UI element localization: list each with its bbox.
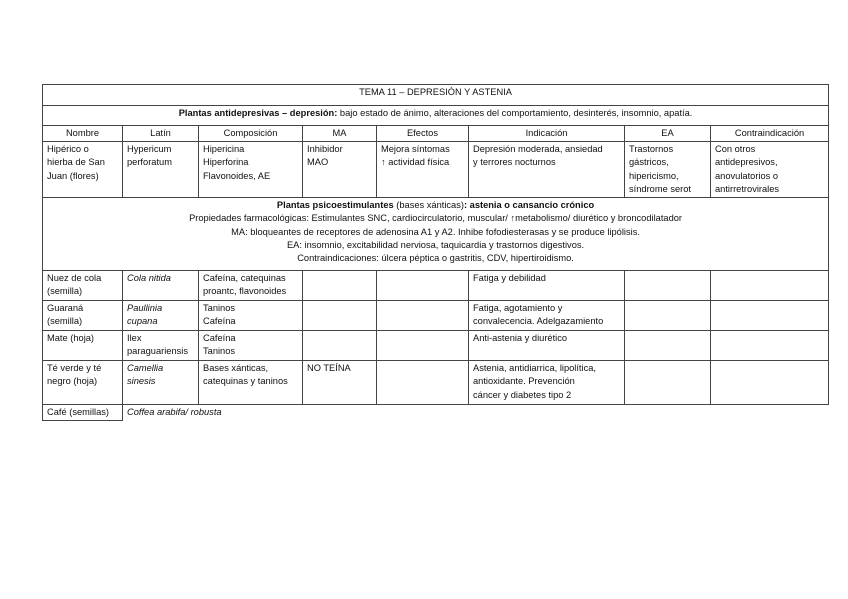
propiedades-line: Propiedades farmacológicas: Estimulantes SNC, cardiocirculatorio, muscular/ ↑metabolismo/ diurético y broncodilatador <box>189 213 683 224</box>
cell-efectos <box>377 142 469 198</box>
cell-line: cupana <box>127 316 158 327</box>
cell-line: Cafeína, catequinas <box>203 273 286 284</box>
cell-line: gástricos, <box>629 157 669 168</box>
cell-ma <box>303 142 377 198</box>
cell-line: Fatiga y debilidad <box>473 273 546 284</box>
table-row-nuez-de-cola <box>43 271 829 301</box>
cell-line: hierba de San <box>47 157 105 168</box>
cell-line: antioxidante. Prevención <box>473 376 575 387</box>
cell-line: (semilla) <box>47 286 83 297</box>
cell-nombre <box>43 301 123 331</box>
cell-line: Con otros <box>715 144 756 155</box>
header-ma: MA <box>303 126 377 142</box>
header-composicion: Composición <box>199 126 303 142</box>
cell-line: cáncer y diabetes tipo 2 <box>473 389 572 400</box>
cell-composicion <box>199 361 303 405</box>
cell-line: Hiperforina <box>203 157 249 168</box>
cell-nombre <box>43 405 123 421</box>
cell-line: Mejora síntomas <box>381 144 450 155</box>
cell-ea <box>625 361 711 405</box>
cell-line: Fatiga, agotamiento y <box>473 303 563 314</box>
cell-line: perforatum <box>127 157 172 168</box>
cell-ea <box>625 271 711 301</box>
header-indicacion: Indicación <box>469 126 625 142</box>
cell-line: Ilex <box>127 333 142 344</box>
cell-indicacion <box>469 142 625 198</box>
section-antidepresivas <box>43 106 829 126</box>
cell-line: catequinas y taninos <box>203 376 288 387</box>
cell-latin <box>123 301 199 331</box>
cell-line: Taninos <box>203 303 236 314</box>
section-psicoestimulantes-title <box>47 199 824 212</box>
cell-line: Taninos <box>203 346 236 357</box>
cell-line: Hipericina <box>203 144 245 155</box>
cell-line: proantc, flavonoides <box>203 286 287 297</box>
cell-line: MAO <box>307 157 329 168</box>
cell-ma <box>303 301 377 331</box>
cell-latin <box>123 271 199 301</box>
header-latin: Latín <box>123 126 199 142</box>
cell-line: Mate (hoja) <box>47 333 95 344</box>
cell-efectos <box>377 271 469 301</box>
cell-line: Inhibidor <box>307 144 343 155</box>
cell-indicacion <box>469 271 625 301</box>
header-row <box>43 126 829 142</box>
cell-efectos <box>377 331 469 361</box>
section-antidepresivas-bold: Plantas antidepresivas – depresión: <box>178 108 338 118</box>
cell-composicion <box>199 142 303 198</box>
table-row-mate <box>43 331 829 361</box>
cell-contraindicacion <box>711 331 829 361</box>
title-normal-part: (bases xánticas) <box>393 200 464 211</box>
cell-contraindicacion <box>711 361 829 405</box>
cell-line: Astenia, antidiarrica, lipolítica, <box>473 363 596 374</box>
section-psicoestimulantes <box>43 198 829 271</box>
cell-latin <box>123 331 199 361</box>
ea-line: EA: insomnio, excitabilidad nerviosa, taquicardia y trastornos digestivos. <box>286 239 585 250</box>
cell-line: antirretrovirales <box>715 183 780 194</box>
title-row <box>43 85 829 106</box>
cell-line: hipericismo, <box>629 170 679 181</box>
section-antidepresivas-text: bajo estado de ánimo, alteraciones del comportamiento, desinterés, insomnio, apatía. <box>337 108 693 118</box>
cell-line: ↑ actividad física <box>381 157 450 168</box>
cell-line: Anti-astenia y diurético <box>473 333 568 344</box>
title-bold-part-2: : astenia o cansancio crónico <box>463 200 595 211</box>
header-efectos: Efectos <box>377 126 469 142</box>
cell-line: Camellia <box>127 363 164 374</box>
cell-line: Bases xánticas, <box>203 363 269 374</box>
plants-table <box>42 84 829 421</box>
cell-indicacion <box>469 331 625 361</box>
cell-composicion <box>199 331 303 361</box>
cell-line: Flavonoides, AE <box>203 170 271 181</box>
cell-ea <box>625 142 711 198</box>
cell-nombre <box>43 331 123 361</box>
cell-line: Cafeína <box>203 333 236 344</box>
section-antidepresivas-row <box>43 106 829 126</box>
header-ea: EA <box>625 126 711 142</box>
cell-latin <box>123 142 199 198</box>
cell-latin <box>123 405 829 421</box>
cell-indicacion <box>469 361 625 405</box>
cell-line: síndrome serot <box>629 183 692 194</box>
cell-contraindicacion <box>711 142 829 198</box>
title-bold-part: Plantas psicoestimulantes <box>276 200 394 211</box>
cell-line: Coffea arabifa/ robusta <box>127 407 222 418</box>
cell-line: Cafeína <box>203 316 236 327</box>
cell-line: anovulatorios o <box>715 170 779 181</box>
table-row-guarana <box>43 301 829 331</box>
table-row-cafe <box>43 405 829 421</box>
cell-nombre <box>43 142 123 198</box>
cell-line: (semilla) <box>47 316 83 327</box>
section-psicoestimulantes-row <box>43 198 829 271</box>
cell-line: Nuez de cola <box>47 273 102 284</box>
table-row-hiperico <box>43 142 829 198</box>
ma-line: MA: bloqueantes de receptores de adenosina A1 y A2. Inhibe fofodiesterasas y se produce lipólisis. <box>231 226 640 237</box>
cell-line: negro (hoja) <box>47 376 98 387</box>
cell-line: Paullinia <box>127 303 163 314</box>
cell-line: Hipérico o <box>47 144 89 155</box>
cell-line: Guaraná <box>47 303 84 314</box>
cell-ma <box>303 271 377 301</box>
table-row-te <box>43 361 829 405</box>
cell-ma <box>303 331 377 361</box>
cell-line: Cola nitida <box>127 273 171 284</box>
cell-latin <box>123 361 199 405</box>
cell-efectos <box>377 301 469 331</box>
cell-ea <box>625 331 711 361</box>
cell-contraindicacion <box>711 271 829 301</box>
cell-line: Té verde y té <box>47 363 102 374</box>
cell-line: Café (semillas) <box>47 407 109 418</box>
cell-line: Juan (flores) <box>47 170 99 181</box>
cell-line: Depresión moderada, ansiedad <box>473 144 603 155</box>
cell-contraindicacion <box>711 301 829 331</box>
cell-indicacion <box>469 301 625 331</box>
cell-composicion <box>199 271 303 301</box>
cell-efectos <box>377 361 469 405</box>
cell-composicion <box>199 301 303 331</box>
cell-line: convalecencia. Adelgazamiento <box>473 316 604 327</box>
header-contraindicacion: Contraindicación <box>711 126 829 142</box>
cell-line: sinesis <box>127 376 156 387</box>
cell-nombre <box>43 361 123 405</box>
cell-line: antidepresivos, <box>715 157 778 168</box>
table-title: TEMA 11 – DEPRESIÓN Y ASTENIA <box>43 85 829 106</box>
cell-line: Hypericum <box>127 144 172 155</box>
cell-ea <box>625 301 711 331</box>
cell-nombre <box>43 271 123 301</box>
cell-line: y terrores nocturnos <box>473 157 556 168</box>
cell-ma <box>303 361 377 405</box>
header-nombre: Nombre <box>43 126 123 142</box>
cell-line: Trastornos <box>629 144 674 155</box>
cell-line: paraguariensis <box>127 346 188 357</box>
contraindicaciones-line: Contraindicaciones: úlcera péptica o gastritis, CDV, hipertiroidismo. <box>297 253 574 264</box>
cell-line: NO TEÍNA <box>307 363 351 374</box>
